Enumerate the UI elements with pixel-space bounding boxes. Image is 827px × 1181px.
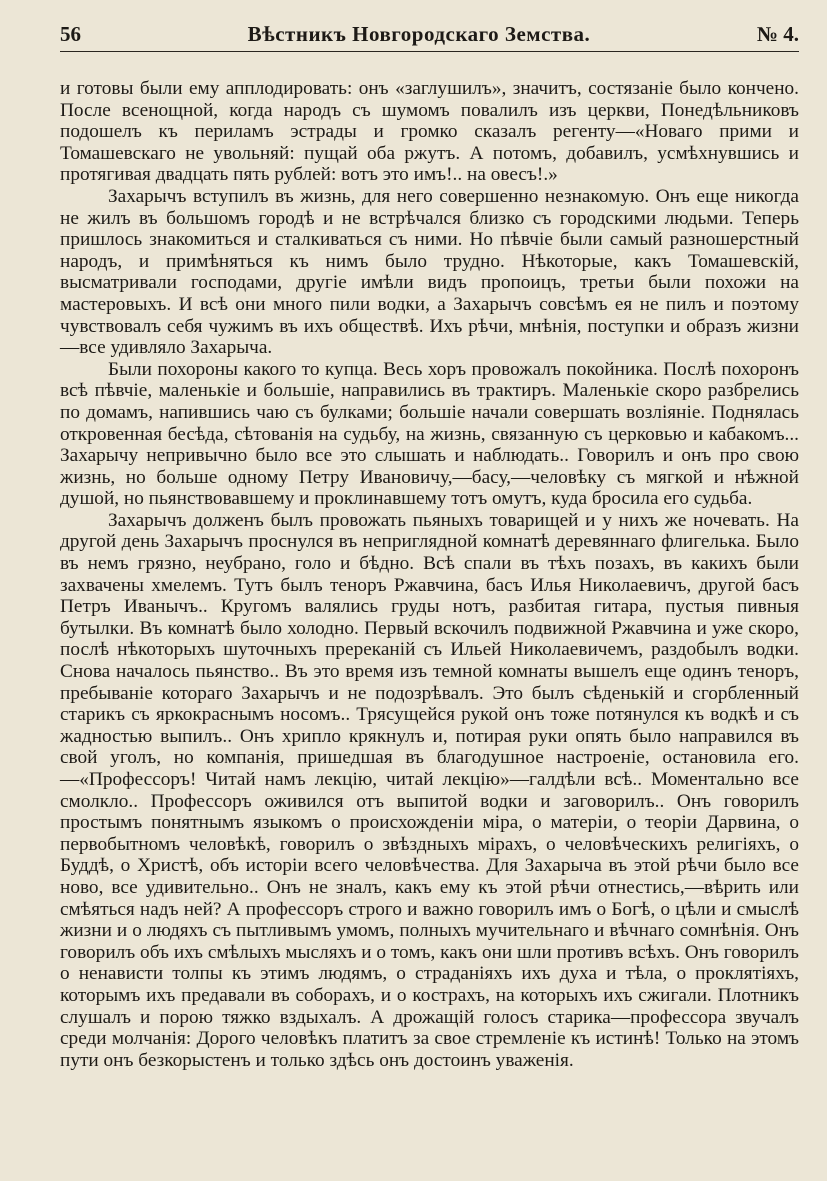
- page-number: 56: [60, 22, 81, 46]
- article-body: [60, 78, 799, 1071]
- paragraph: Захарычъ вступилъ въ жизнь, для него совершенно незнакомую. Онъ еще никогда не жилъ въ большомъ городѣ и не встрѣчался близко съ городскими людьми. Теперь пришлось знакомиться и сталкиваться съ ними. Но пѣвчіе были самый разношерстный народъ, и примѣняться къ нимъ было трудно. Нѣкоторые, какъ Томашевскій, высматривали господами, другіе имѣли видъ пропоицъ, третьи были похожи на мастеровыхъ. И всѣ они много пили водки, а Захарычъ совсѣмъ ея не пилъ и поэтому чувствовалъ себя чужимъ въ ихъ обществѣ. Ихъ рѣчи, мнѣнія, поступки и образъ жизни—все удивляло Захарыча.: [60, 185, 799, 359]
- journal-title: Вѣстникъ Новгородскаго Земства.: [247, 22, 591, 46]
- page-header: [60, 22, 799, 52]
- paragraph: и готовы были ему апплодировать: онъ «заглушилъ», значитъ, состязаніе было кончено. После всенощной, когда народъ съ шумомъ повалилъ изъ церкви, Понедѣльниковъ подошелъ къ периламъ эстрады и громко сказалъ регенту—«Новаго прими и Томашевскаго не увольняй: пущай оба ржутъ. А потомъ, добавилъ, усмѣхнувшись и протягивая двадцать пять рублей: вотъ это имъ!.. на овесъ!.»: [60, 78, 799, 186]
- paragraph: Были похороны какого то купца. Весь хоръ провожалъ покойника. Послѣ похоронъ всѣ пѣвчіе, маленькіе и большіе, направились въ трактиръ. Маленькіе скоро разбрелись по домамъ, напившись чаю съ булками; большіе начали совершать возліяніе. Поднялась откровенная бесѣда, сѣтованія на судьбу, на жизнь, связанную съ церковью и кабакомъ... Захарычу непривычно было все это слышать и наблюдать.. Говорилъ и онъ про свою жизнь, но больше одному Петру Ивановичу,—басу,—человѣку съ мягкой и нѣжной душой, но пьянствовавшему и проклинавшему тотъ омутъ, куда бросила его судьба.: [60, 358, 799, 510]
- paragraph: Захарычъ долженъ былъ провожать пьяныхъ товарищей и у нихъ же ночевать. На другой день Захарычъ проснулся въ неприглядной комнатѣ деревяннаго флигелька. Было въ немъ грязно, неубрано, голо и бѣдно. Всѣ спали въ тѣхъ позахъ, въ какихъ были захвачены хмелемъ. Тутъ былъ теноръ Ржавчина, басъ Илья Николаевичъ, другой басъ Петръ Иванычъ.. Кругомъ валялись груды нотъ, разбитая гитара, пустыя пивныя бутылки. Въ комнатѣ было холодно. Первый вскочилъ подвижной Ржавчина и уже скоро, послѣ нѣкоторыхъ шуточныхъ пререканій съ Ильей Николаевичемъ, раздобылъ водки. Снова началось пьянство.. Въ это время изъ темной комнаты вышелъ еще одинъ теноръ, пребываніе котораго Захарычъ и не подозрѣвалъ. Это былъ сѣденькій и сгорбленный старикъ съ яркокраснымъ носомъ.. Трясущейся рукой онъ тоже потянулся къ водкѣ и съ жадностью выпилъ.. Онъ хрипло крякнулъ и, потирая руки опять было направился въ свой уголъ, но компанія, пришедшая въ благодушное настроеніе, остановила его.—«Профессоръ! Читай намъ лекцію, читай лекцію»—галдѣли всѣ.. Моментально все смолкло.. Профессоръ оживился отъ выпитой водки и заговорилъ.. Онъ говорилъ простымъ понятнымъ языкомъ о происхожденіи міра, о матеріи, о теоріи Дарвина, о первобытномъ человѣкѣ, говорилъ о звѣздныхъ мірахъ, о человѣческихъ религіяхъ, о Буддѣ, о Христѣ, объ исторіи всего человѣчества. Для Захарыча въ этой рѣчи было все ново, все удивительно.. Онъ не зналъ, какъ ему къ этой рѣчи отнестись,—вѣрить или смѣяться надъ ней? А профессоръ строго и важно говорилъ имъ о Богѣ, о цѣли и смыслѣ жизни и о людяхъ съ пытливымъ умомъ, полныхъ мучительнаго и вѣчнаго сомнѣнія. Онъ говорилъ объ ихъ смѣлыхъ мысляхъ и о томъ, какъ они шли противъ всѣхъ. Онъ говорилъ о ненависти толпы къ этимъ людямъ, о страданіяхъ ихъ духа и тѣла, о проклятіяхъ, которымъ ихъ предавали въ соборахъ, и о кострахъ, на которыхъ ихъ сжигали. Плотникъ слушалъ и порою тяжко вздыхалъ. А дрожащій голосъ старика—профессора звучалъ среди молчанія: Дорого человѣкъ платитъ за свое стремленіе къ истинѣ! Только на этомъ пути онъ безкорыстенъ и только здѣсь онъ достоинъ уваженія.: [60, 509, 799, 1071]
- issue-number: № 4.: [756, 22, 799, 46]
